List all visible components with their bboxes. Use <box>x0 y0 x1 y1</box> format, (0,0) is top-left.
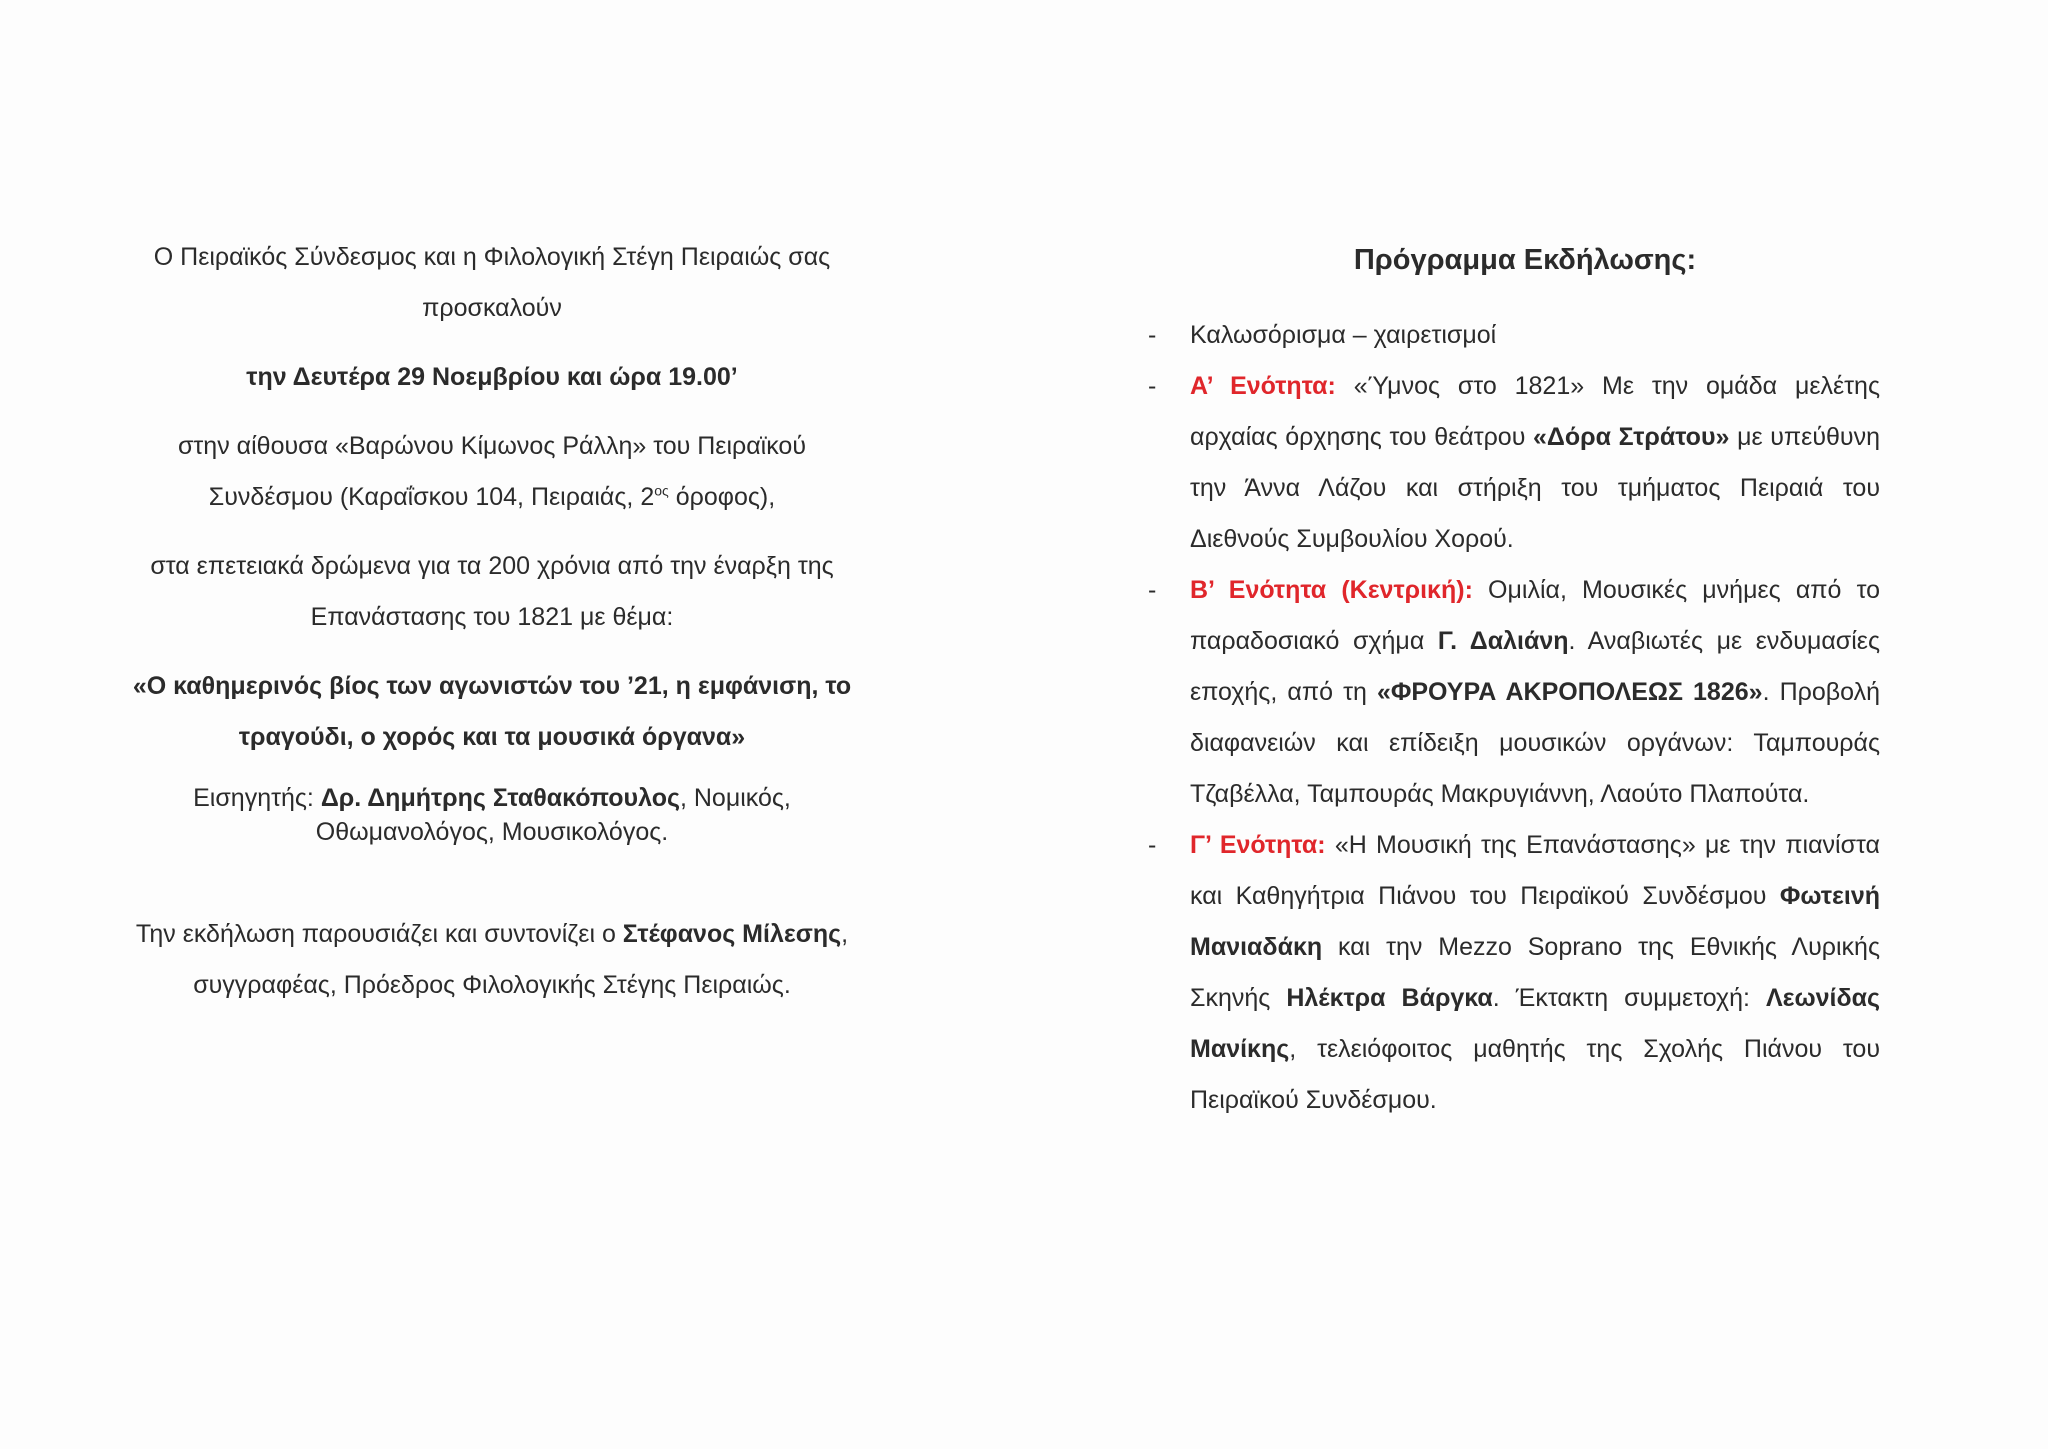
section-c-pianist: Φωτεινή Μανιαδάκη <box>1190 882 1880 961</box>
section-b-text-2: . Αναβιωτές με ενδυμασίες εποχής, από τη <box>1190 627 1880 706</box>
programme-item-section-b <box>1140 565 1880 820</box>
intro-line-1: Ο Πειραϊκός Σύνδεσμος και η Φιλολογική Στέγη Πειραιώς σας <box>153 243 831 271</box>
speaker-label: Εισηγητής: <box>193 784 321 812</box>
host-comma: , <box>841 920 849 948</box>
host-intro: Την εκδήλωση παρουσιάζει και συντονίζει ο <box>135 920 623 948</box>
section-c-label: Γ’ Ενότητα: <box>1190 831 1326 859</box>
section-c-text-1: «Η Μουσική της Επανάστασης» με την πιανίστα και Καθηγήτρια Πιάνου του Πειραϊκού Συνδέσμου <box>1190 831 1881 910</box>
section-c-soprano: Ηλέκτρα Βάργκα <box>1286 984 1493 1012</box>
speaker-role-2: Οθωμανολόγος, Μουσικολόγος. <box>315 818 669 846</box>
welcome-text: Καλωσόρισμα – χαιρετισμοί <box>1190 321 1497 349</box>
programme-item-section-c <box>1140 820 1880 1126</box>
speaker-role-1: , Νομικός, <box>679 784 791 812</box>
speaker-line-1 <box>112 781 872 815</box>
programme-title: Πρόγραμμα Εκδήλωσης: <box>1353 244 1697 276</box>
section-a-text-2: με υπεύθυνη την Άννα Λάζου και στήριξη του τμήματος Πειραιά του Διεθνούς Συμβουλίου Χορού. <box>1190 423 1880 553</box>
venue-line-2 <box>112 472 872 523</box>
host-line-1 <box>112 909 872 960</box>
section-c-text-3: . Έκτακτη συμμετοχή: <box>1492 984 1766 1012</box>
speaker-name: Δρ. Δημήτρης Σταθακόπουλος <box>320 784 680 812</box>
bullet-dash: - <box>1148 576 1157 604</box>
programme-item-welcome <box>1140 310 1880 361</box>
section-c-text-2: και την Mezzo Soprano της Εθνικής Λυρικής Σκηνής <box>1190 933 1880 1012</box>
section-c-guest: Λεωνίδας Μανίκης <box>1190 984 1880 1063</box>
bullet-dash: - <box>1148 831 1157 859</box>
theme-line-1: «Ο καθημερινός βίος των αγωνιστών του ’21, η εμφάνιση, το <box>132 672 852 700</box>
section-c-text-4: , τελειόφοιτος μαθητής της Σχολής Πιάνου του Πειραϊκού Συνδέσμου. <box>1190 1035 1880 1114</box>
context-line-1: στα επετειακά δρώμενα για τα 200 χρόνια από την έναρξη της <box>150 552 834 580</box>
intro-line-2: προσκαλούν <box>422 294 562 322</box>
section-b-text-1: Ομιλία, Μουσικές μνήμες από το παραδοσιακό σχήμα <box>1190 576 1880 655</box>
context-line-2: Επανάστασης του 1821 με θέμα: <box>310 603 674 631</box>
section-a-theatre: «Δόρα Στράτου» <box>1533 423 1730 451</box>
venue-line-1: στην αίθουσα «Βαρώνου Κίμωνος Ράλλη» του Πειραϊκού <box>178 432 806 460</box>
bullet-dash: - <box>1148 321 1157 349</box>
section-b-label: Β’ Ενότητα (Κεντρική): <box>1190 576 1473 604</box>
venue-address: Συνδέσμου (Καραΐσκου 104, Πειραιάς, 2 <box>208 483 655 511</box>
section-b-ensemble: Γ. Δαλιάνη <box>1437 627 1569 655</box>
section-a-label: Α’ Ενότητα: <box>1190 372 1336 400</box>
host-name: Στέφανος Μίλεσης <box>622 920 842 948</box>
theme-line-2: τραγούδι, ο χορός και τα μουσικά όργανα» <box>238 723 746 751</box>
section-b-text-3: . Προβολή διαφανειών και επίδειξη μουσικών οργάνων: Ταμπουράς Τζαβέλλα, Ταμπουράς Μακρυγιάννη, Λαούτο Πλαπούτα. <box>1190 678 1880 808</box>
programme-item-section-a <box>1140 361 1880 565</box>
section-a-text-1: «Ύμνος στο 1821» Με την ομάδα μελέτης αρχαίας όρχησης του θεάτρου <box>1190 372 1880 451</box>
event-date-time: την Δευτέρα 29 Νοεμβρίου και ώρα 19.00’ <box>246 363 738 391</box>
host-line-2: συγγραφέας, Πρόεδρος Φιλολογικής Στέγης Πειραιώς. <box>193 971 791 999</box>
venue-floor: όροφος), <box>668 483 776 511</box>
programme-panel <box>1140 232 1880 1126</box>
invitation-panel <box>112 232 872 1011</box>
bullet-dash: - <box>1148 372 1157 400</box>
section-b-guard: «ΦΡΟΥΡΑ ΑΚΡΟΠΟΛΕΩΣ 1826» <box>1376 678 1763 706</box>
floor-ordinal: ος <box>654 482 669 499</box>
